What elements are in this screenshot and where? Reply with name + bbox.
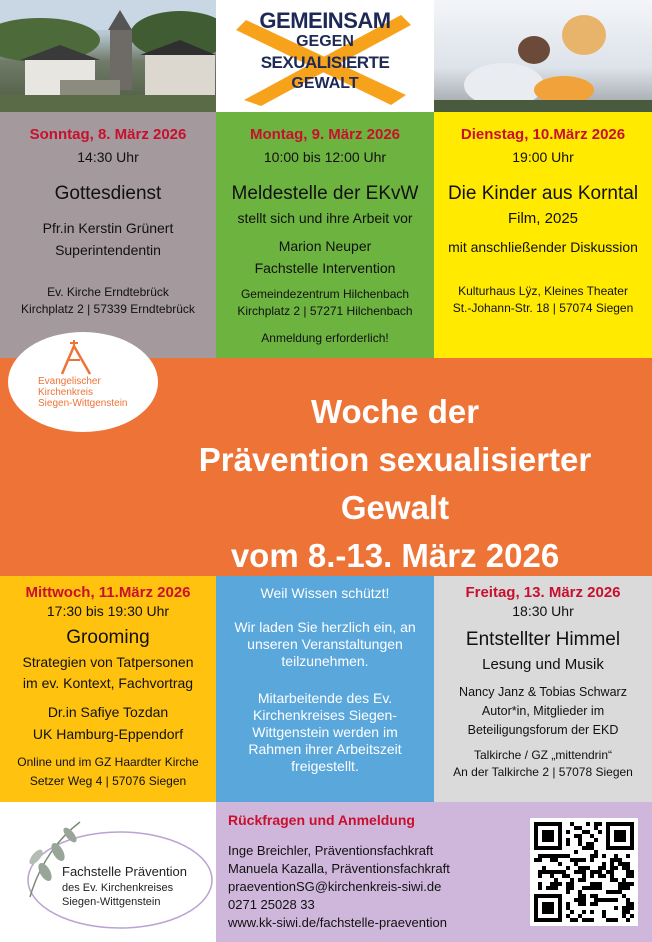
town-photo: [0, 0, 216, 112]
event-monday: [216, 112, 434, 358]
event-date: Sonntag, 8. März 2026: [29, 126, 187, 143]
event-time: 19:00 Uhr: [512, 149, 574, 165]
contact-phone: 0271 25028 33: [228, 897, 315, 912]
invitation-text: Wir laden Sie herzlich ein, an unseren Veranstaltungen teilzunehmen.: [234, 619, 416, 669]
event-address: St.-Johann-Str. 18 | 57074 Siegen: [452, 301, 634, 315]
invitation-heading: Weil Wissen schützt!: [260, 585, 390, 601]
qr-code[interactable]: [530, 818, 638, 926]
event-date: Dienstag, 10.März 2026: [460, 126, 626, 143]
logo-line-1: GEMEINSAM: [259, 8, 391, 33]
cross-icon: [56, 340, 96, 376]
event-tuesday: [434, 112, 652, 358]
logo-line-4: GEWALT: [291, 75, 359, 92]
event-title: Gottesdienst: [54, 183, 162, 204]
balloon-photo: [434, 0, 652, 112]
event-time: 10:00 bis 12:00 Uhr: [263, 149, 387, 165]
event-person: Marion Neuper: [278, 238, 372, 254]
contact-person-1: Inge Breichler, Präventionsfachkraft: [228, 843, 434, 858]
fachstelle-line-1: Fachstelle Prävention: [62, 864, 188, 879]
event-person: Pfr.in Kerstin Grünert: [42, 220, 174, 236]
event-title: Entstellter Himmel: [465, 629, 621, 650]
event-time: 18:30 Uhr: [512, 603, 574, 619]
contact-website[interactable]: www.kk-siwi.de/fachstelle-praevention: [228, 915, 447, 930]
event-date: Freitag, 13. März 2026: [465, 584, 621, 601]
event-subtitle: Film, 2025: [507, 210, 579, 227]
invitation-box: [216, 576, 434, 802]
event-person: Nancy Janz & Tobias Schwarz: [459, 685, 627, 699]
release-text: Mitarbeitende des Ev. Kirchenkreises Siegen-Wittgenstein werden im Rahmen ihrer Arbeitszeit freigestellt.: [248, 690, 402, 774]
event-date: Mittwoch, 11.März 2026: [25, 584, 191, 601]
event-subtitle-2: im ev. Kontext, Fachvortrag: [22, 675, 194, 691]
fachstelle-line-3: Siegen-Wittgenstein: [62, 896, 161, 908]
event-subtitle: stellt sich und ihre Arbeit vor: [237, 210, 413, 226]
logo-line-2: GEGEN: [296, 33, 354, 50]
fachstelle-line-2: des Ev. Kirchenkreises: [62, 882, 174, 894]
event-person-role: Autor*in, Mitglieder im: [481, 704, 605, 718]
logo-line-3: SEXUALISIERTE: [260, 53, 390, 72]
banner-line-2: Prävention sexualisierter Gewalt: [198, 441, 592, 526]
event-time: 14:30 Uhr: [77, 149, 139, 165]
event-title: Die Kinder aus Korntal: [447, 183, 639, 204]
event-title: Grooming: [66, 627, 150, 648]
event-person-forum: Beteiligungsforum der EKD: [467, 723, 619, 737]
event-extra: mit anschließender Diskussion: [448, 239, 638, 255]
event-person-role: Superintendentin: [55, 242, 161, 258]
contact-heading: Rückfragen und Anmeldung: [228, 812, 415, 828]
event-place: Online und im GZ Haardter Kirche: [17, 755, 199, 769]
event-place: Kulturhaus Lÿz, Kleines Theater: [458, 284, 628, 298]
event-subtitle: Lesung und Musik: [482, 656, 604, 673]
event-date: Montag, 9. März 2026: [249, 126, 401, 143]
kirchenkreis-logo: [8, 332, 158, 432]
event-wednesday: [0, 576, 216, 802]
kk-line-1: Evangelischer: [38, 376, 101, 387]
contact-email[interactable]: praeventionSG@kirchenkreis-siwi.de: [228, 879, 442, 894]
event-person: Dr.in Safiye Tozdan: [47, 704, 169, 720]
event-title: Meldestelle der EKvW: [231, 183, 419, 204]
campaign-logo: [216, 0, 434, 112]
fachstelle-logo: [0, 802, 216, 942]
event-place: Gemeindezentrum Hilchenbach: [240, 287, 410, 301]
event-address: An der Talkirche 2 | 57078 Siegen: [453, 765, 633, 779]
event-sunday: [0, 112, 216, 358]
banner-line-3: vom 8.-13. März 2026: [230, 537, 560, 574]
event-address: Kirchplatz 2 | 57339 Erndtebrück: [21, 302, 195, 316]
banner-line-1: Woche der: [310, 393, 480, 430]
event-friday: [434, 576, 652, 802]
event-person-role: Fachstelle Intervention: [254, 260, 396, 276]
event-place: Talkirche / GZ „mittendrin“: [473, 748, 613, 762]
contact-box: [216, 802, 652, 942]
event-note: Anmeldung erforderlich!: [261, 331, 389, 345]
contact-person-2: Manuela Kazalla, Präventionsfachkraft: [228, 861, 450, 876]
event-address: Setzer Weg 4 | 57076 Siegen: [29, 774, 187, 788]
kk-line-3: Siegen-Wittgenstein: [38, 398, 128, 409]
event-person-role: UK Hamburg-Eppendorf: [32, 726, 184, 742]
event-subtitle-1: Strategien von Tatpersonen: [22, 654, 194, 670]
event-time: 17:30 bis 19:30 Uhr: [46, 603, 170, 619]
event-address: Kirchplatz 2 | 57271 Hilchenbach: [237, 304, 413, 318]
kk-line-2: Kirchenkreis: [38, 387, 94, 398]
event-place: Ev. Kirche Erndtebrück: [47, 285, 169, 299]
